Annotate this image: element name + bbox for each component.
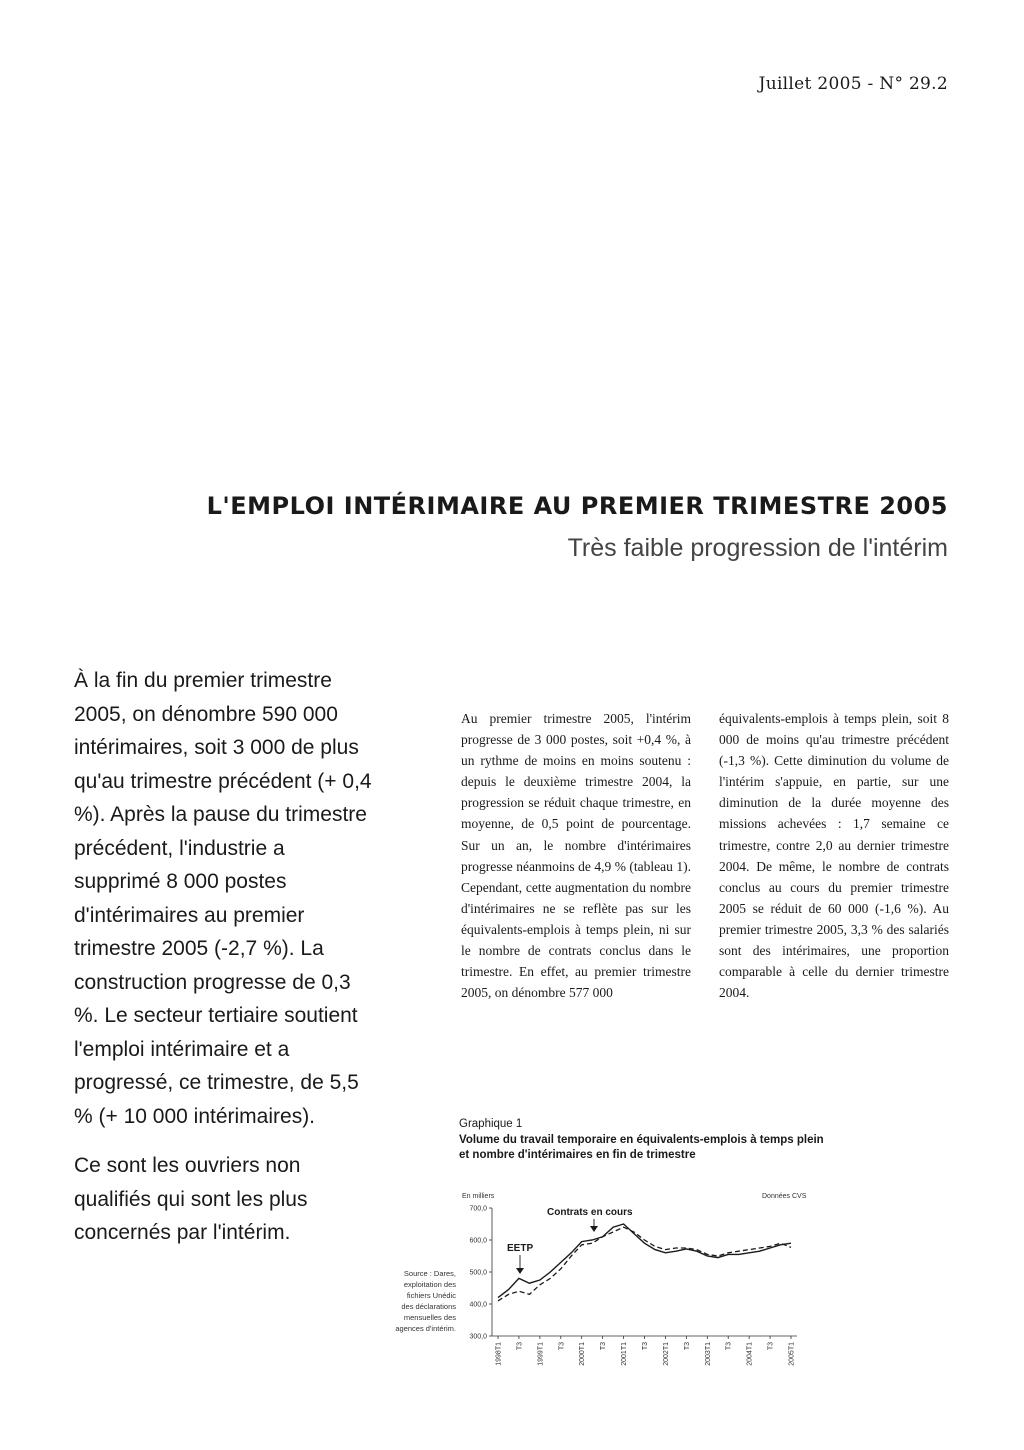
x-tick-label: T3 xyxy=(516,1342,524,1351)
chart-unit-label: En milliers xyxy=(462,1193,495,1200)
x-tick-label: T3 xyxy=(600,1342,608,1351)
x-tick-label: T3 xyxy=(725,1342,733,1351)
x-tick-label: 2000T1 xyxy=(579,1342,587,1366)
y-tick-label: 400,0 xyxy=(469,1301,487,1309)
x-tick-label: 2005T1 xyxy=(788,1342,796,1366)
series-line-eetp xyxy=(498,1227,791,1301)
figure-title-line-1: Volume du travail temporaire en équivalents-emplois à temps plein xyxy=(459,1133,824,1146)
arrow-head-icon xyxy=(516,1268,524,1274)
x-tick-label: 2001T1 xyxy=(621,1342,629,1366)
page-title: L'EMPLOI INTÉRIMAIRE AU PREMIER TRIMESTRE 2005 xyxy=(206,492,948,520)
x-tick-label: 2004T1 xyxy=(746,1342,754,1366)
series-line-contrats xyxy=(498,1224,791,1298)
y-tick-label: 300,0 xyxy=(469,1333,487,1341)
annotation-contrats-en-cours: Contrats en cours xyxy=(547,1207,633,1218)
x-tick-label: T3 xyxy=(767,1342,775,1351)
annotation-eetp: EETP xyxy=(507,1243,534,1254)
figure-source: Source : Dares, exploitation des fichiers Unédic des déclarations mensuelles des agences d'intérim. xyxy=(395,1269,456,1333)
body-column-2: équivalents-emplois à temps plein, soit 8 000 de moins qu'au trimestre précédent (-1,3 %). Cette diminution du volume de l'intérim s'appuie, en partie, sur une diminution de la durée moyenne des missions achevées : 1,7 semaine ce trimestre, contre 2,0 au dernier trimestre 2004. De même, le nombre de contrats conclus au cours du premier trimestre 2005 se réduit de 60 000 (-1,6 %). Au premier trimestre 2005, 3,3 % des salariés sont des intérimaires, une proportion comparable à celle du dernier trimestre 2004. xyxy=(719,711,949,1001)
figure-label: Graphique 1 xyxy=(459,1118,523,1130)
x-tick-label: T3 xyxy=(642,1342,649,1351)
arrow-head-icon xyxy=(590,1226,598,1232)
lead-paragraph-1: À la fin du premier trimestre 2005, on dénombre 590 000 intérimaires, soit 3 000 de plus qu'au trimestre précédent (+ 0,4 %). Après la pause du trimestre précédent, l'industrie a supprimé 8 000 postes d'intérimaires au premier trimestre 2005 (-2,7 %). La construction progresse de 0,3 %. Le secteur tertiaire soutient l'emploi intérimaire et a progressé, ce trimestre, de 5,5 % (+ 10 000 intérimaires). xyxy=(74,669,372,1128)
figure-title-line-2: et nombre d'intérimaires en fin de trimestre xyxy=(459,1149,696,1161)
x-tick-label: T3 xyxy=(683,1342,691,1351)
issue-date: Juillet 2005 - N° 29.2 xyxy=(758,74,948,94)
chart-note: Données CVS xyxy=(762,1193,807,1200)
lead-paragraph-2: Ce sont les ouvriers non qualifiés qui sont les plus concernés par l'intérim. xyxy=(74,1154,308,1244)
x-tick-label: 1999T1 xyxy=(537,1342,545,1366)
x-tick-label: 2002T1 xyxy=(662,1342,670,1366)
body-column-1: Au premier trimestre 2005, l'intérim progresse de 3 000 postes, soit +0,4 %, à un rythme de moins en moins soutenu : depuis le deuxième trimestre 2004, la progression se réduit chaque trimestre, en moyenne, de 0,5 point de pourcentage. Sur un an, le nombre d'intérimaires progresse néanmoins de 4,9 % (tableau 1). Cependant, cette augmentation du nombre d'intérimaires ne se reflète pas sur les équivalents-emplois à temps plein, ni sur le nombre de contrats conclus dans le trimestre. En effet, au premier trimestre 2005, on dénombre 577 000 xyxy=(461,711,691,1001)
page-subtitle: Très faible progression de l'intérim xyxy=(567,534,948,562)
y-tick-label: 600,0 xyxy=(469,1237,487,1245)
y-tick-label: 700,0 xyxy=(469,1205,487,1213)
x-tick-label: T3 xyxy=(558,1342,566,1351)
x-tick-label: 2003T1 xyxy=(704,1342,712,1366)
x-tick-label: 1998T1 xyxy=(495,1342,503,1366)
y-tick-label: 500,0 xyxy=(469,1269,487,1277)
